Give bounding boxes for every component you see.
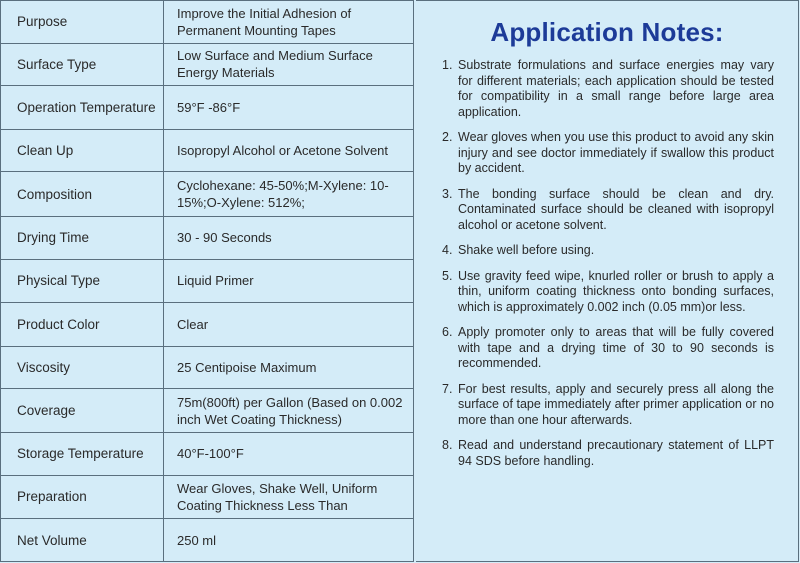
spec-value: Improve the Initial Adhesion of Permanent Mounting Tapes <box>164 1 414 44</box>
spec-row <box>1 433 414 476</box>
note-text: Shake well before using. <box>458 243 595 257</box>
spec-label: Preparation <box>1 475 164 519</box>
spec-row <box>1 86 414 130</box>
spec-value: 25 Centipoise Maximum <box>164 346 414 389</box>
spec-value: Isopropyl Alcohol or Acetone Solvent <box>164 129 414 172</box>
note-number: 2. <box>442 130 453 144</box>
note-number: 6. <box>442 325 453 339</box>
spec-label: Product Color <box>1 303 164 347</box>
spec-row <box>1 519 414 562</box>
note-text: Apply promoter only to areas that will be fully covered with tape and a drying time of 30 to 90 seconds is recommended. <box>458 325 774 370</box>
note-number: 7. <box>442 381 453 396</box>
spec-label: Purpose <box>1 1 164 44</box>
note-number: 4. <box>442 243 453 257</box>
spec-row <box>1 129 414 172</box>
spec-label: Clean Up <box>1 129 164 172</box>
spec-label: Composition <box>1 172 164 217</box>
spec-value: Low Surface and Medium Surface Energy Materials <box>164 43 414 86</box>
note-item <box>442 325 774 372</box>
spec-row <box>1 346 414 389</box>
notes-title: Application Notes: <box>490 17 724 47</box>
note-item <box>442 269 774 316</box>
spec-label: Drying Time <box>1 217 164 260</box>
spec-value: Cyclohexane: 45-50%;M-Xylene: 10-15%;O-Xylene: 512%; <box>164 172 414 217</box>
note-text: Wear gloves when you use this product to avoid any skin injury and see doctor immediately if swallow this product by accident. <box>458 130 774 175</box>
note-number: 5. <box>442 268 453 283</box>
spec-label: Physical Type <box>1 259 164 303</box>
note-item <box>442 382 774 429</box>
spec-value: 30 - 90 Seconds <box>164 217 414 260</box>
spec-label: Coverage <box>1 389 164 433</box>
spec-value: 40°F-100°F <box>164 433 414 476</box>
note-text: Substrate formulations and surface energies may vary for different materials; each application should be tested for compatibility in a small range before large area application. <box>458 58 774 119</box>
spec-label: Viscosity <box>1 346 164 389</box>
note-text: The bonding surface should be clean and dry. Contaminated surface should be cleaned with isopropyl alcohol or acetone solvent. <box>458 186 774 232</box>
spec-value: 250 ml <box>164 519 414 562</box>
spec-label: Operation Temperature <box>1 86 164 130</box>
spec-row <box>1 259 414 303</box>
spec-value: Liquid Primer <box>164 259 414 303</box>
note-number: 3. <box>442 186 453 201</box>
spec-value: 59°F -86°F <box>164 86 414 130</box>
note-item <box>442 58 774 120</box>
note-item <box>442 187 774 234</box>
application-notes-panel <box>416 0 799 562</box>
spec-value: 75m(800ft) per Gallon (Based on 0.002 inch Wet Coating Thickness) <box>164 389 414 433</box>
notes-list <box>442 58 774 479</box>
spec-value: Clear <box>164 303 414 347</box>
note-item <box>442 438 774 469</box>
note-text: Read and understand precautionary statement of LLPT 94 SDS before handling. <box>458 438 774 468</box>
spec-value: Wear Gloves, Shake Well, Uniform Coating Thickness Less Than <box>164 475 414 519</box>
spec-row <box>1 389 414 433</box>
note-text: For best results, apply and securely press all along the surface of tape immediately after primer application or no more than one hour afterwards. <box>458 381 774 427</box>
note-item <box>442 243 774 259</box>
spec-table-body <box>1 1 414 562</box>
spec-row <box>1 475 414 519</box>
spec-row <box>1 172 414 217</box>
spec-row <box>1 217 414 260</box>
spec-label: Storage Temperature <box>1 433 164 476</box>
note-number: 8. <box>442 438 453 452</box>
spec-label: Net Volume <box>1 519 164 562</box>
spec-row <box>1 43 414 86</box>
spec-label: Surface Type <box>1 43 164 86</box>
note-text: Use gravity feed wipe, knurled roller or brush to apply a thin, uniform coating thickness onto bonding surfaces, which is approximately 0.002 inch (0.05 mm)or less. <box>458 268 774 314</box>
spec-row <box>1 1 414 44</box>
note-number: 1. <box>442 58 453 72</box>
note-item <box>442 130 774 177</box>
spec-row <box>1 303 414 347</box>
